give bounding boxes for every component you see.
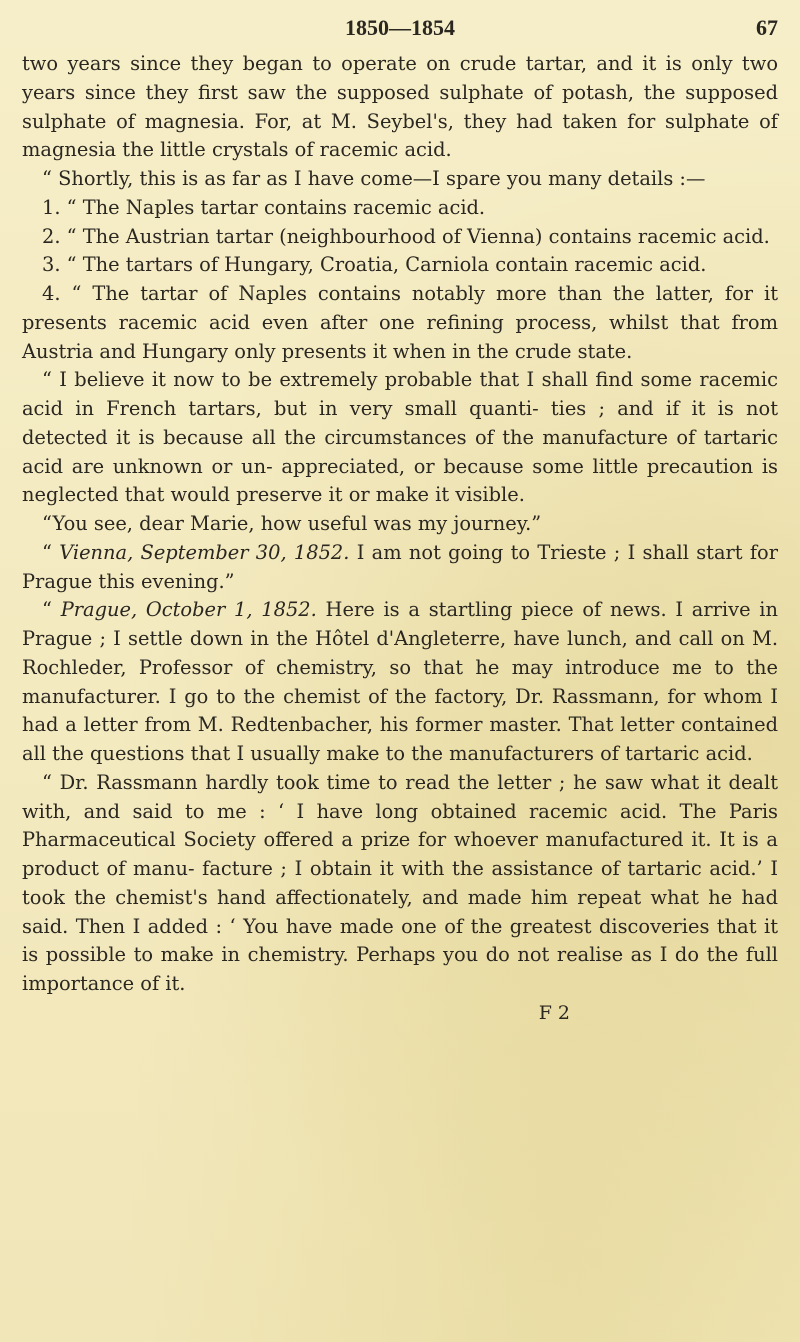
list-item-hungary: 3. “ The tartars of Hungary, Croatia, Carniola contain racemic acid. xyxy=(42,253,707,277)
entry-text: I am not going to Trieste ; I shall start for Prague this evening.” xyxy=(22,540,778,593)
entry-date: Vienna, September 30, 1852. xyxy=(59,540,350,564)
quote-mark: “ xyxy=(42,598,61,622)
running-head xyxy=(22,8,778,48)
paragraph-rassmann: “ Dr. Rassmann hardly took time to read the letter ; he saw what it dealt with, and said to me : ‘ I have long obtained racemic acid. The Paris Pharmaceutical Society offered a prize for whoever manufactured it. It is a product of manu- facture ; I obtain it with the assistance of tartaric acid.’ I took the chemist's hand affectionately, and made him repeat what he had said. Then I added : ‘ You have made one of the greatest discoveries that it is possible to make in chemistry. Perhaps you do not realise as I do the full importance of it. xyxy=(22,770,778,995)
dated-entry-vienna xyxy=(22,539,778,597)
paragraph-dear-marie: “You see, dear Marie, how useful was my journey.” xyxy=(42,512,542,535)
entry-date: Prague, October 1, 1852. xyxy=(60,598,317,622)
book-page xyxy=(22,8,778,1334)
list-item-austria: 2. “ The Austrian tartar (neighbourhood of Vienna) contains racemic acid. xyxy=(42,224,770,248)
paragraph-continuation: two years since they began to operate on crude tartar, and it is only two years since they first saw the supposed sulphate of potash, the supposed sulphate of magnesia. For, at M. Seybel's, they had taken for sulphate of magnesia the little crystals of racemic acid. xyxy=(22,52,778,162)
paragraph-french-tartars: “ I believe it now to be extremely probable that I shall find some racemic acid in French tartars, but in very small quanti- ties ; and if it is not detected it is because all the circumstances of the manufacture of tartaric acid are unknown or un- appreciated, or because some little precaution is neglected that would preserve it or make it visible. xyxy=(22,368,778,507)
list-item-naples-comparison: 4. “ The tartar of Naples contains notably more than the latter, for it presents racemic acid even after one refining process, whilst that from Austria and Hungary only presents it when in the crude state. xyxy=(22,282,778,363)
page-number: 67 xyxy=(756,15,778,40)
body-text xyxy=(22,50,778,999)
entry-text: Here is a startling piece of news. I arrive in Prague ; I settle down in the Hôtel d'Angleterre, have lunch, and call on M. Rochleder, Professor of chemistry, so that he may introduce me to the manufacturer. I go to the chemist of the factory, Dr. Rassmann, for whom I had a letter from M. Redtenbacher, his former master. That letter contained all the questions that I usually make to the manufacturers of tartaric acid. xyxy=(22,598,778,765)
list-item-naples: 1. “ The Naples tartar contains racemic acid. xyxy=(42,195,486,219)
running-head-title: 1850—1854 xyxy=(345,15,455,40)
paragraph-intro: “ Shortly, this is as far as I have come—I spare you many details :— xyxy=(42,167,706,190)
signature-mark: F 2 xyxy=(538,1001,570,1024)
quote-mark: “ xyxy=(42,540,60,564)
dated-entry-prague xyxy=(22,596,778,769)
